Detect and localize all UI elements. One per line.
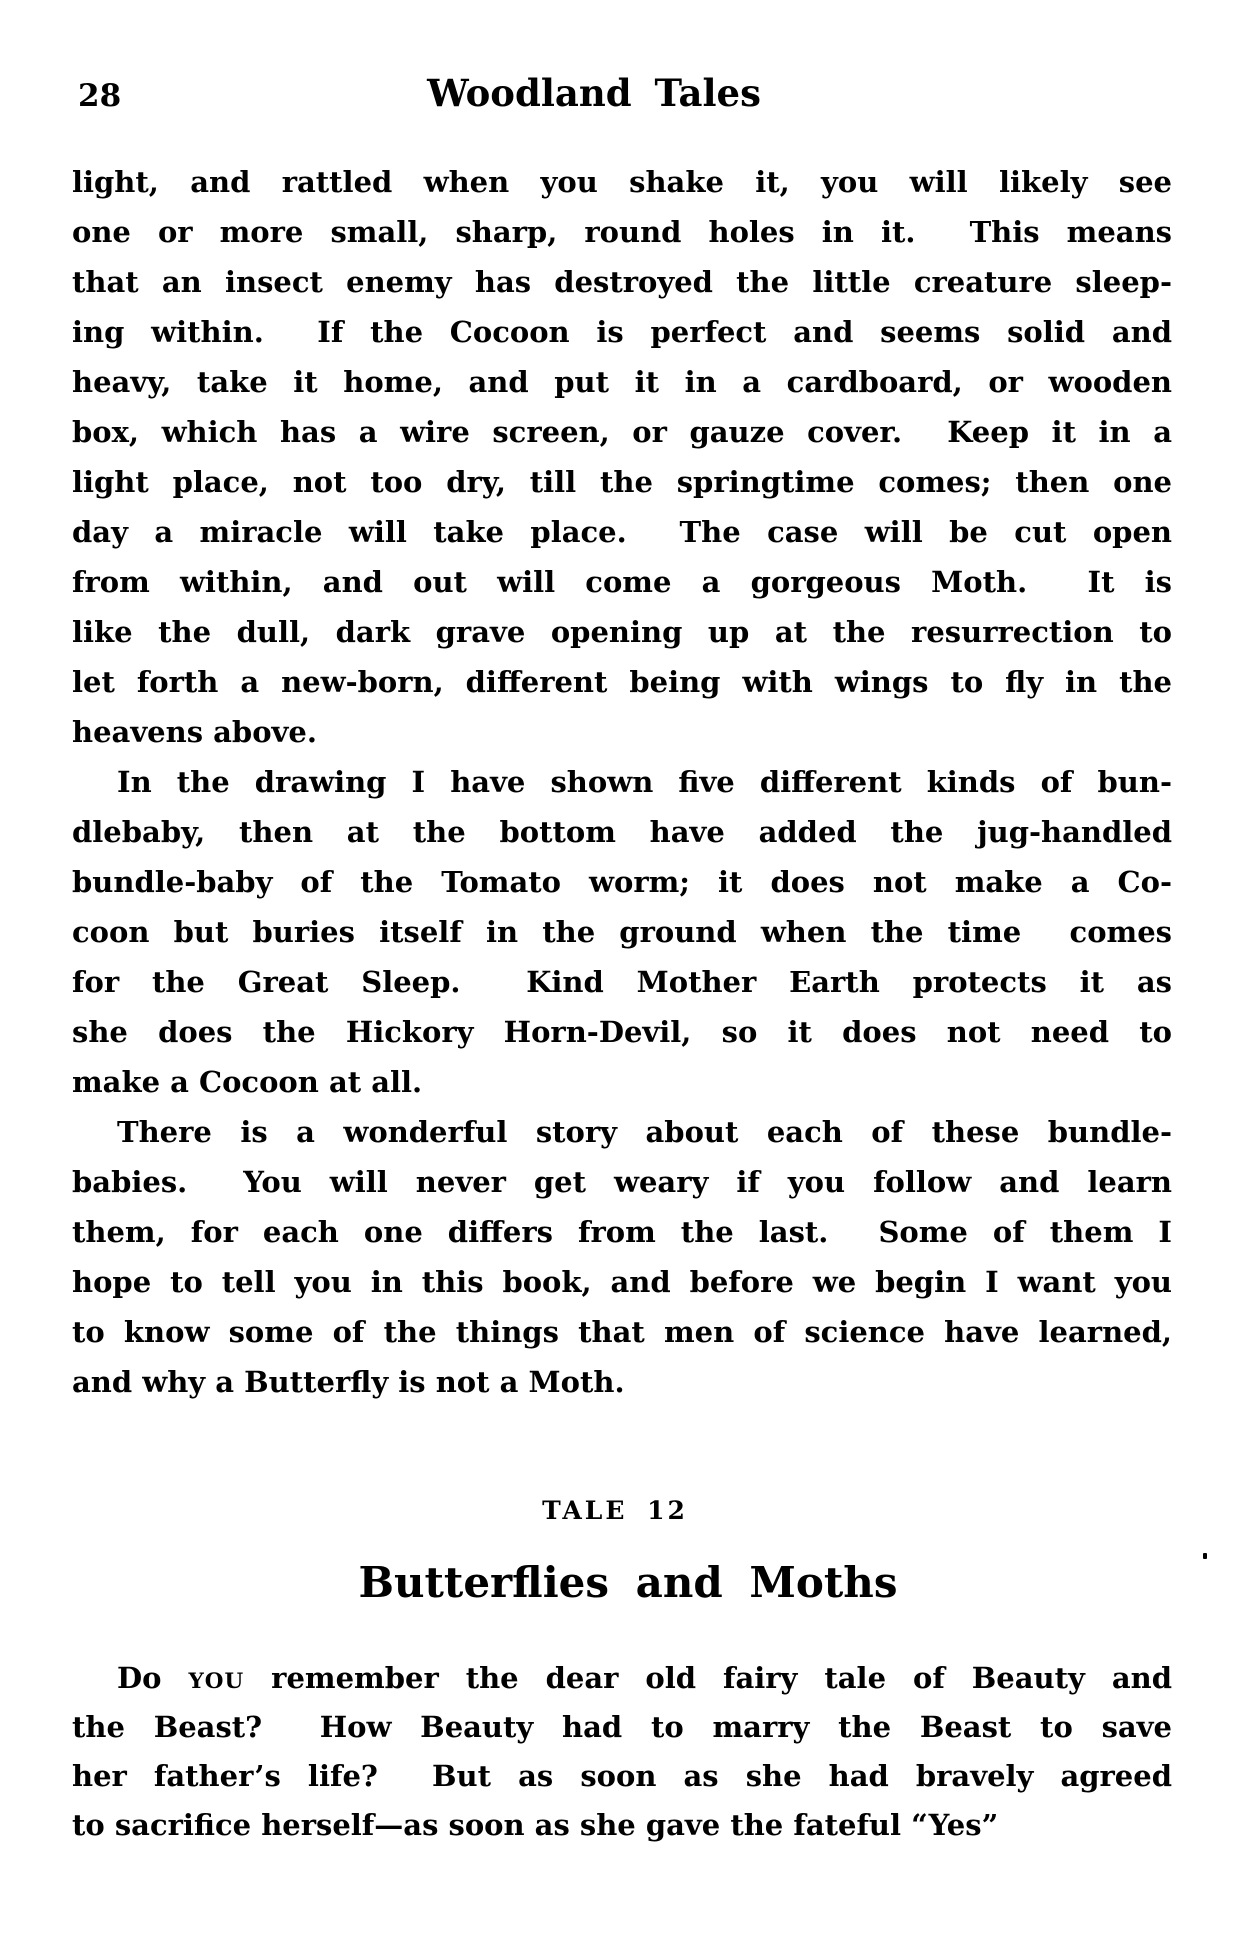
- text-line: one or more small, sharp, round holes in it. This means: [72, 215, 1172, 249]
- page-number: 28: [78, 78, 122, 114]
- text-line: box, which has a wire screen, or gauze cover. Keep it in a: [72, 415, 1172, 449]
- text-line: her father’s life? But as soon as she had bravely agreed: [72, 1759, 1172, 1793]
- text-line: for the Great Sleep. Kind Mother Earth protects it as: [72, 965, 1172, 999]
- body-text: [72, 157, 1172, 1407]
- text-line: to sacrifice herself—as soon as she gave the fateful “Yes”: [72, 1808, 999, 1842]
- chapter-title: Butterflies and Moths: [358, 1558, 898, 1607]
- text-line: like the dull, dark grave opening up at the resurrection to: [72, 615, 1172, 649]
- text-line: that an insect enemy has destroyed the little creature sleep-: [72, 265, 1172, 299]
- text-line: babies. You will never get weary if you follow and learn: [72, 1165, 1172, 1199]
- text-line: ing within. If the Cocoon is perfect and seems solid and: [72, 315, 1172, 349]
- tale-number-label: TALE 12: [542, 1496, 688, 1525]
- text-line: dlebaby, then at the bottom have added the jug-handled: [72, 815, 1172, 849]
- running-title: Woodland Tales: [427, 71, 761, 115]
- text-line: the Beast? How Beauty had to marry the Beast to save: [72, 1710, 1172, 1744]
- text-line: she does the Hickory Horn-Devil, so it does not need to: [72, 1015, 1172, 1049]
- text-line: and why a Butterfly is not a Moth.: [72, 1365, 625, 1399]
- text-line: coon but buries itself in the ground when the time comes: [72, 915, 1172, 949]
- text-line: light place, not too dry, till the springtime comes; then one: [72, 465, 1172, 499]
- tale-line-rest: remember the dear old fairy tale of Beauty and: [244, 1661, 1172, 1695]
- text-line: There is a wonderful story about each of these bundle-: [117, 1115, 1172, 1149]
- text-line: heavy, take it home, and put it in a cardboard, or wooden: [72, 365, 1172, 399]
- text-line: from within, and out will come a gorgeous Moth. It is: [72, 565, 1172, 599]
- text-line: make a Cocoon at all.: [72, 1065, 423, 1099]
- tale-lead-word: Do: [117, 1661, 189, 1695]
- tale-smallcaps-word: YOU: [188, 1669, 245, 1694]
- text-line: light, and rattled when you shake it, you will likely see: [72, 165, 1172, 199]
- text-line: to know some of the things that men of science have learned,: [72, 1315, 1172, 1349]
- text-line: day a miracle will take place. The case will be cut open: [72, 515, 1172, 549]
- text-line: them, for each one differs from the last. Some of them I: [72, 1215, 1172, 1249]
- text-line: heavens above.: [72, 715, 317, 749]
- ink-speck: [1203, 1553, 1207, 1559]
- text-line: In the drawing I have shown five different kinds of bun-: [117, 765, 1172, 799]
- text-line: [72, 1654, 1172, 1703]
- tale-opening-paragraph: [72, 1654, 1172, 1850]
- text-line: bundle-baby of the Tomato worm; it does not make a Co-: [72, 865, 1172, 899]
- text-line: hope to tell you in this book, and before we begin I want you: [72, 1265, 1172, 1299]
- text-line: let forth a new-born, different being with wings to fly in the: [72, 665, 1172, 699]
